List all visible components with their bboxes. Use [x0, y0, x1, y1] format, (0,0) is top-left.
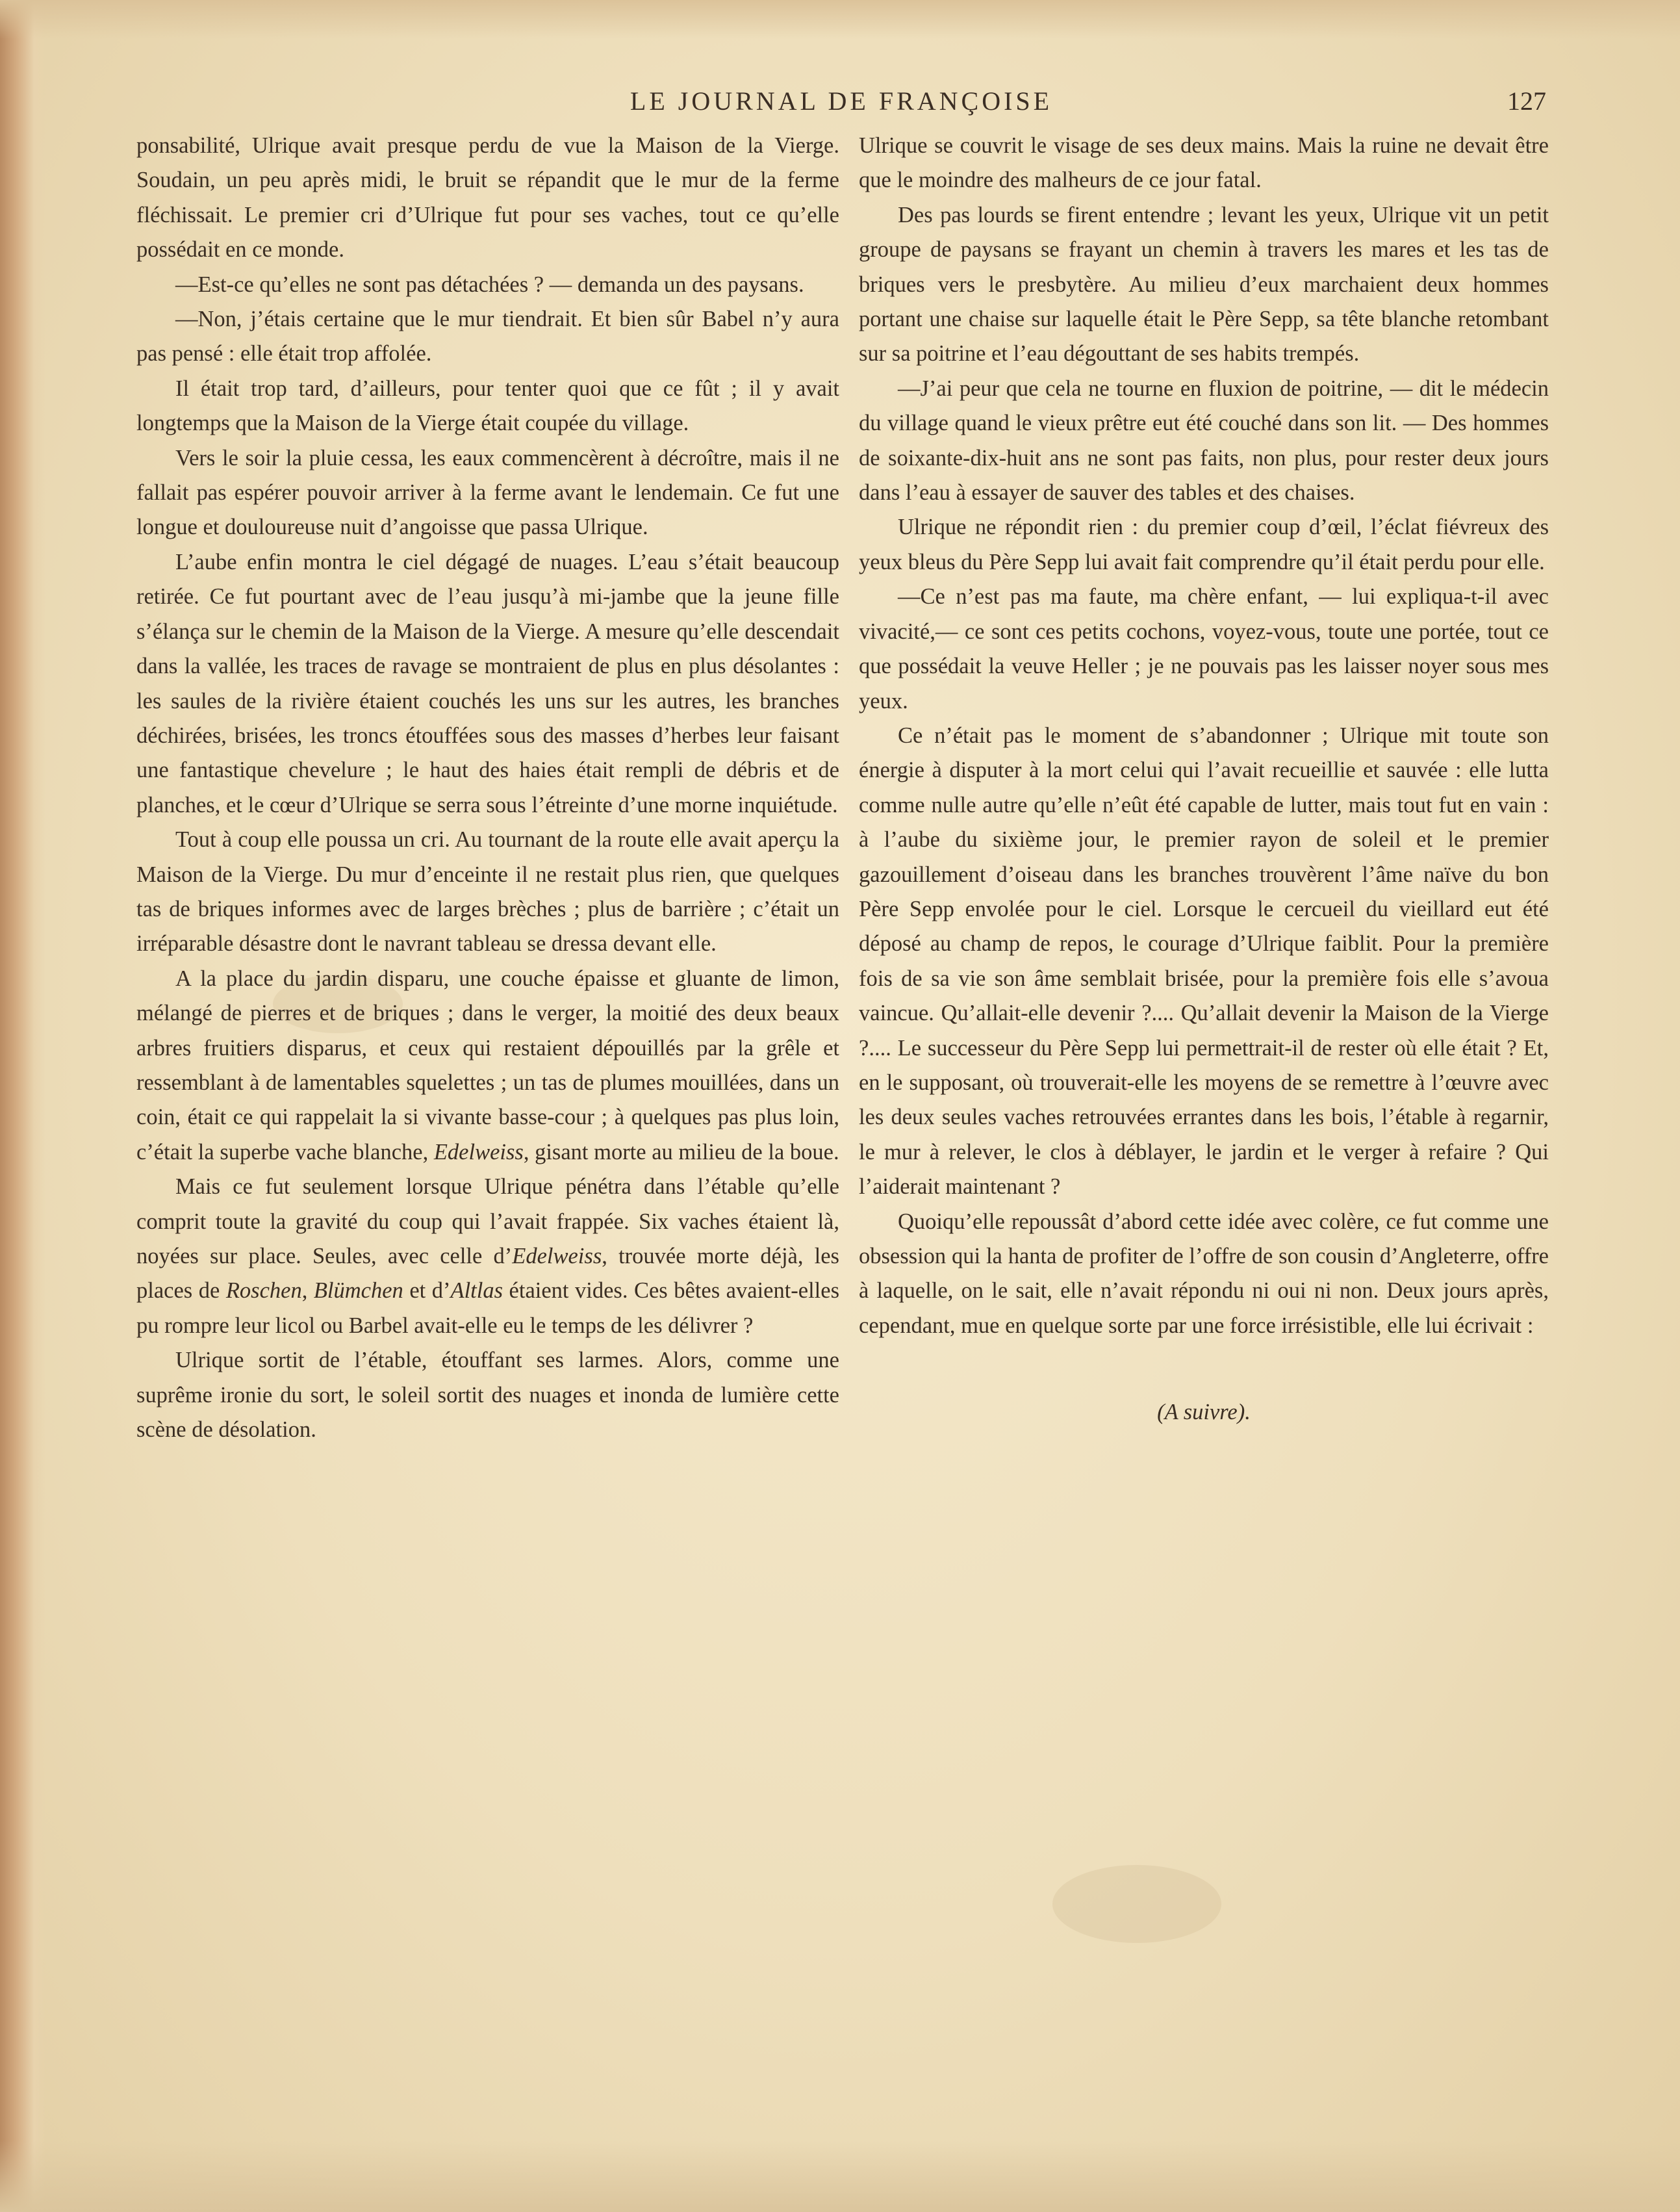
- text-run: ,: [301, 1278, 314, 1304]
- running-title: LE JOURNAL DE FRANÇOISE: [630, 86, 1053, 116]
- text-run: , gisant morte au milieu de la boue.: [523, 1139, 839, 1164]
- text-run: étaient vides. Ces bêtes avaient-elles pu rompre leur licol ou Barbel avait-elle eu le temps de les délivrer ?: [136, 1278, 839, 1338]
- paragraph: Vers le soir la pluie cessa, les eaux commencèrent à décroître, mais il ne fallait pas espérer pouvoir arriver à la ferme avant le lendemain. Ce fut une longue et douloureuse nuit d’angoisse que passa Ulrique.: [136, 445, 839, 540]
- paragraph: L’aube enfin montra le ciel dégagé de nuages. L’eau s’était beaucoup retirée. Ce fut pourtant avec de l’eau jusqu’à mi-jambe que la jeune fille s’élança sur le chemin de la Maison de la Vierge. A mesure qu’elle descendait dans la vallée, les traces de ravage se montraient de plus en plus désolantes : les saules de la rivière étaient couchés les uns sur les autres, les branches déchirées, brisées, les troncs étouffées sous des masses d’herbes leur faisant une fantastique chevelure ; le haut des haies était rempli de débris et de planches, et le cœur d’Ulrique se serra sous l’étreinte d’une morne inquiétude.: [136, 549, 839, 817]
- cow-name: Blümchen: [313, 1278, 403, 1304]
- paragraph: —Non, j’étais certaine que le mur tiendrait. Et bien sûr Babel n’y aura pas pensé : elle était trop affolée.: [136, 307, 839, 367]
- paragraph: Ulrique se couvrit le visage de ses deux mains. Mais la ruine ne devait être que le moindre des malheurs de ce jour fatal.: [859, 133, 1549, 193]
- paragraph: Ce n’était pas le moment de s’abandonner ; Ulrique mit toute son énergie à disputer à la mort celui qui l’avait recueillie et sauvée : elle lutta comme nulle autre qu’elle n’eût été capable de lutter, mais tout fut en vain : à l’aube du sixième jour, le premier rayon de soleil et le premier gazouillement d’oiseau dans les branches trouvèrent l’âme naïve du bon Père Sepp envolée pour le ciel. Lorsque le cercueil du vieillard eut été déposé au champ de repos, le courage d’Ulrique faiblit. Pour la première fois de sa vie son âme semblait brisée, pour la première fois elle s’avoua vaincue. Qu’allait-elle devenir ?.... Qu’allait devenir la Maison de la Vierge ?.... Le successeur du Père Sepp lui permettrait-il de rester où elle était ? Et, en le supposant, où trouverait-elle les moyens de se remettre à l’œuvre avec les deux seules vaches retrouvées errantes dans les bois, l’étable à regarnir, le mur à relever, le clos à déblayer, le jardin et le verger à refaire ? Qui l’aiderait maintenant ?: [859, 723, 1549, 1200]
- text-run: , trouvée morte déjà, les places de: [136, 1244, 839, 1304]
- paragraph: Il était trop tard, d’ailleurs, pour tenter quoi que ce fût ; il y avait longtemps que la Maison de la Vierge était coupée du village.: [136, 376, 839, 436]
- paragraph: [136, 962, 839, 1170]
- page-bottom-edge-shadow: [0, 2141, 1680, 2212]
- text-run: A la place du jardin disparu, une couche épaisse et gluante de limon, mélangé de pierres et de briques ; dans le verger, la moitié des deux beaux arbres fruitiers disparus, et ceux qui restaient dépouillés par la grêle et ressemblant à de lamentables squelettes ; un tas de plumes mouillées, dans un coin, était ce qui rappelait la si vivante basse-cour ; à quelques pas plus loin, c’était la superbe vache blanche,: [136, 966, 839, 1164]
- paragraph: Tout à coup elle poussa un cri. Au tournant de la route elle avait aperçu la Maison de la Vierge. Du mur d’enceinte il ne restait plus rien, que quelques tas de briques informes avec de larges brèches ; plus de barrière ; c’était un irréparable désastre dont le navrant tableau se dressa devant elle.: [136, 827, 839, 957]
- page-header: [136, 82, 1546, 121]
- cow-name: Roschen: [225, 1278, 302, 1304]
- right-column: [859, 129, 1549, 1430]
- to-be-continued-note: (A suivre).: [1157, 1400, 1251, 1425]
- paragraph: [136, 1170, 839, 1343]
- text-run: et d’: [403, 1278, 451, 1304]
- paragraph: Ulrique sortit de l’étable, étouffant ses larmes. Alors, comme une suprême ironie du sort, le soleil sortit des nuages et inonda de lumière cette scène de désolation.: [136, 1348, 839, 1443]
- paragraph: ponsabilité, Ulrique avait presque perdu de vue la Maison de la Vierge. Soudain, un peu après midi, le bruit se répandit que le mur de la ferme fléchissait. Le premier cri d’Ulrique fut pour ses vaches, tout ce qu’elle possédait en ce monde.: [136, 133, 839, 263]
- paragraph: —Ce n’est pas ma faute, ma chère enfant, — lui expliqua-t-il avec vivacité,— ce sont ces petits cochons, voyez-vous, toute une portée, tout ce que possédait la veuve Heller ; je ne pouvais pas les laisser noyer sous mes yeux.: [859, 584, 1549, 714]
- page-left-edge-shadow: [0, 0, 45, 2212]
- cow-name: Altlas: [450, 1278, 503, 1304]
- paragraph: Quoiqu’elle repoussât d’abord cette idée avec colère, ce fut comme une obsession qui la hanta de profiter de l’offre de son cousin d’Angleterre, offre à laquelle, on le sait, elle n’avait répondu ni oui ni non. Deux jours après, cependant, mue en quelque sorte par une force irrésistible, elle lui écrivait :: [859, 1209, 1549, 1338]
- paper-stain: [1052, 1865, 1221, 1943]
- cow-name: Edelweiss: [433, 1139, 524, 1164]
- paragraph: Des pas lourds se firent entendre ; levant les yeux, Ulrique vit un petit groupe de paysans se frayant un chemin à travers les mares et les tas de briques vers le presbytère. Au milieu d’eux marchaient deux hommes portant une chaise sur laquelle était le Père Sepp, sa tête blanche retombant sur sa poitrine et l’eau dégouttant de ses habits trempés.: [859, 202, 1549, 367]
- page-number: 127: [1507, 86, 1546, 116]
- paragraph: Ulrique ne répondit rien : du premier coup d’œil, l’éclat fiévreux des yeux bleus du Père Sepp lui avait fait comprendre qu’il était perdu pour elle.: [859, 515, 1549, 574]
- paragraph: —Est-ce qu’elles ne sont pas détachées ? — demanda un des paysans.: [175, 272, 804, 297]
- paragraph: —J’ai peur que cela ne tourne en fluxion de poitrine, — dit le médecin du village quand le vieux prêtre eut été couché dans son lit. — Des hommes de soixante-dix-huit ans ne sont pas faits, non plus, pour rester deux jours dans l’eau à essayer de sauver des tables et des chaises.: [859, 376, 1549, 506]
- text-run: Mais ce fut seulement lorsque Ulrique pénétra dans l’étable qu’elle comprit toute la gravité du coup qui l’avait frappée. Six vaches étaient là, noyées sur place. Seules, avec celle d’: [136, 1174, 839, 1268]
- cow-name: Edelweiss: [512, 1244, 602, 1268]
- page-top-edge-shadow: [0, 0, 1680, 39]
- left-column: [136, 129, 839, 1447]
